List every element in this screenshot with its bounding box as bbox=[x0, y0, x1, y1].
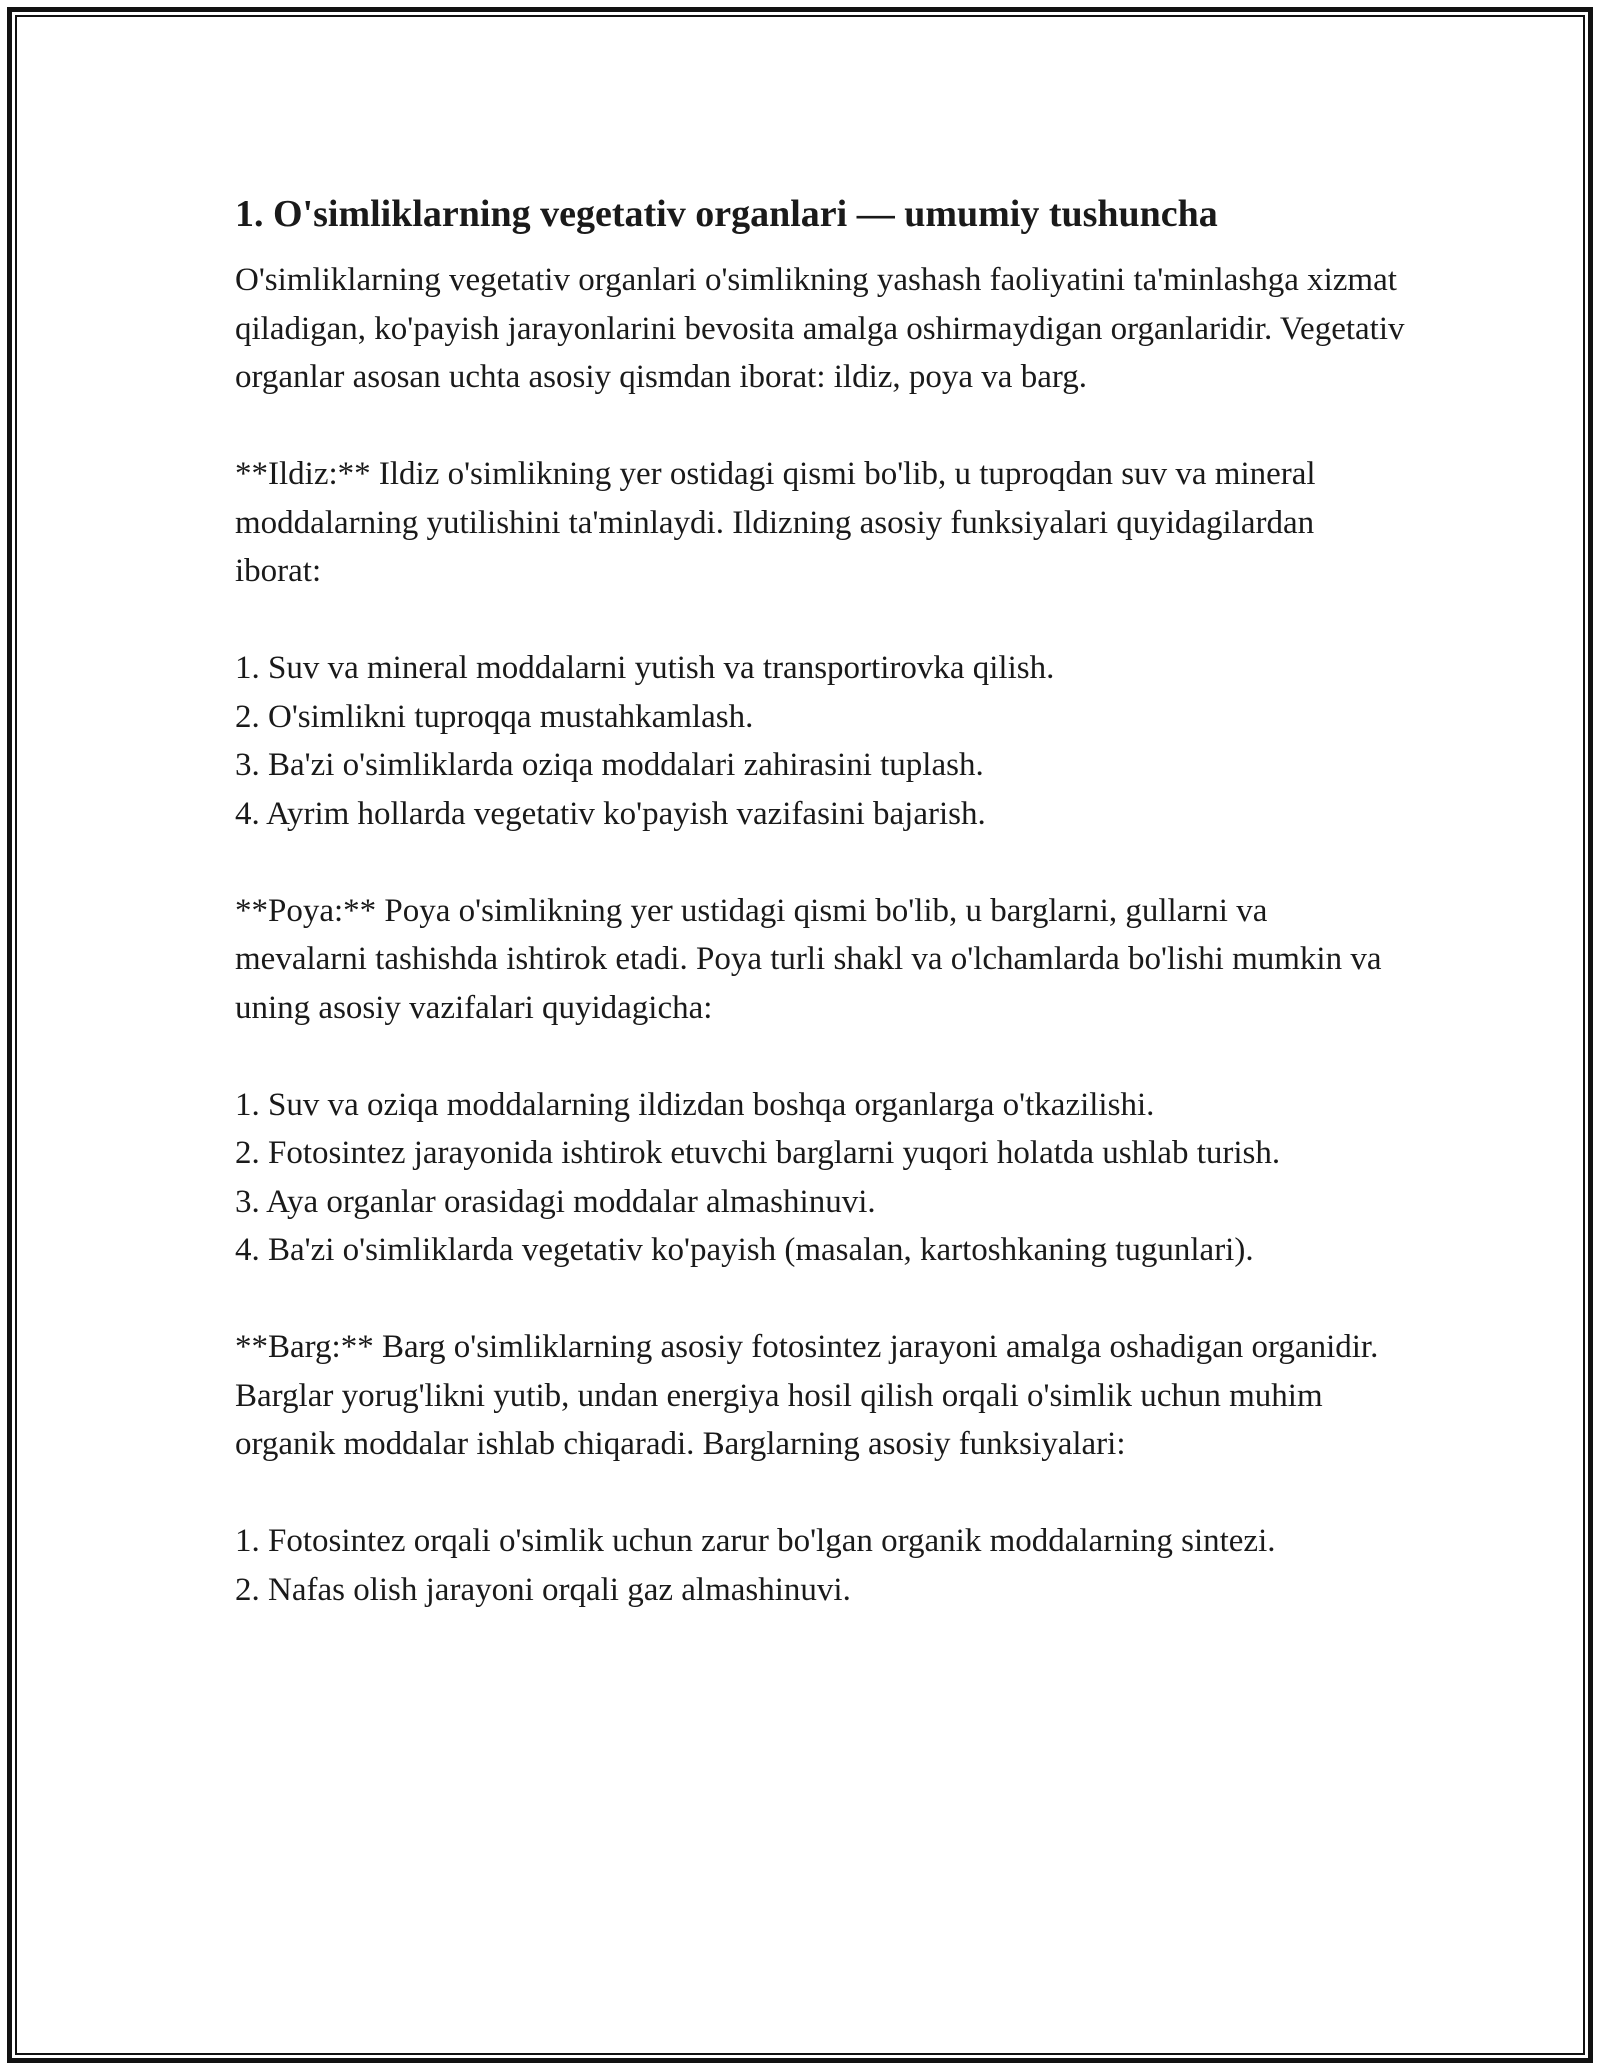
paragraph-gap bbox=[235, 402, 1405, 451]
ildiz-paragraph: **Ildiz:** Ildiz o'simlikning yer ostidagi qismi bo'lib, u tuproqdan suv va mineral moddalarning yutilishini ta'minlaydi. Ildizning asosiy funksiyalari quyidagilardan iborat: bbox=[235, 456, 1316, 589]
section-heading: 1. O'simliklarning vegetativ organlari — umumiy tushuncha bbox=[235, 193, 1218, 235]
barg-paragraph: **Barg:** Barg o'simliklarning asosiy fotosintez jarayoni amalga oshadigan organidir. Barglar yorug'likni yutib, undan energiya hosil qilish orqali o'simlik uchun muhim organik moddalar ishlab chiqaradi. Barglarning asosiy funksiyalari: bbox=[235, 1329, 1379, 1462]
intro-paragraph: O'simliklarning vegetativ organlari o'simlikning yashash faoliyatini ta'minlashga xizmat qiladigan, ko'payish jarayonlarini bevosita amalga oshirmaydigan organlaridir. Vegetativ organlar asosan uchta asosiy qismdan iborat: ildiz, poya va barg. bbox=[235, 262, 1405, 395]
paragraph-gap bbox=[235, 1275, 1405, 1324]
poya-list-item: 3. Aya organlar orasidagi moddalar almashinuvi. bbox=[235, 1183, 876, 1220]
poya-list-item: 2. Fotosintez jarayonida ishtirok etuvchi barglarni yuqori holatda ushlab turish. bbox=[235, 1135, 1281, 1171]
document-body bbox=[235, 190, 1405, 1614]
paragraph-gap bbox=[235, 838, 1405, 887]
barg-list-item: 1. Fotosintez orqali o'simlik uchun zarur bo'lgan organik moddalarning sintezi. bbox=[235, 1523, 1276, 1559]
paragraph-gap bbox=[235, 1469, 1405, 1518]
paragraph-gap bbox=[235, 596, 1405, 645]
ildiz-list-item: 1. Suv va mineral moddalarni yutish va transportirovka qilish. bbox=[235, 650, 1055, 686]
ildiz-list-item: 2. O'simlikni tuproqqa mustahkamlash. bbox=[235, 698, 754, 735]
ildiz-list-item: 3. Ba'zi o'simliklarda oziqa moddalari zahirasini tuplash. bbox=[235, 747, 984, 783]
poya-list-item: 1. Suv va oziqa moddalarning ildizdan boshqa organlarga o'tkazilishi. bbox=[235, 1086, 1155, 1123]
paragraph-gap bbox=[235, 1032, 1405, 1081]
poya-list-item: 4. Ba'zi o'simliklarda vegetativ ko'payish (masalan, kartoshkaning tugunlari). bbox=[235, 1232, 1254, 1268]
barg-list-item: 2. Nafas olish jarayoni orqali gaz almashinuvi. bbox=[235, 1571, 851, 1608]
ildiz-list-item: 4. Ayrim hollarda vegetativ ko'payish vazifasini bajarish. bbox=[235, 795, 986, 832]
poya-paragraph: **Poya:** Poya o'simlikning yer ustidagi qismi bo'lib, u barglarni, gullarni va mevalarni tashishda ishtirok etadi. Poya turli shakl va o'lchamlarda bo'lishi mumkin va uning asosiy vazifalari quyidagicha: bbox=[235, 892, 1382, 1026]
